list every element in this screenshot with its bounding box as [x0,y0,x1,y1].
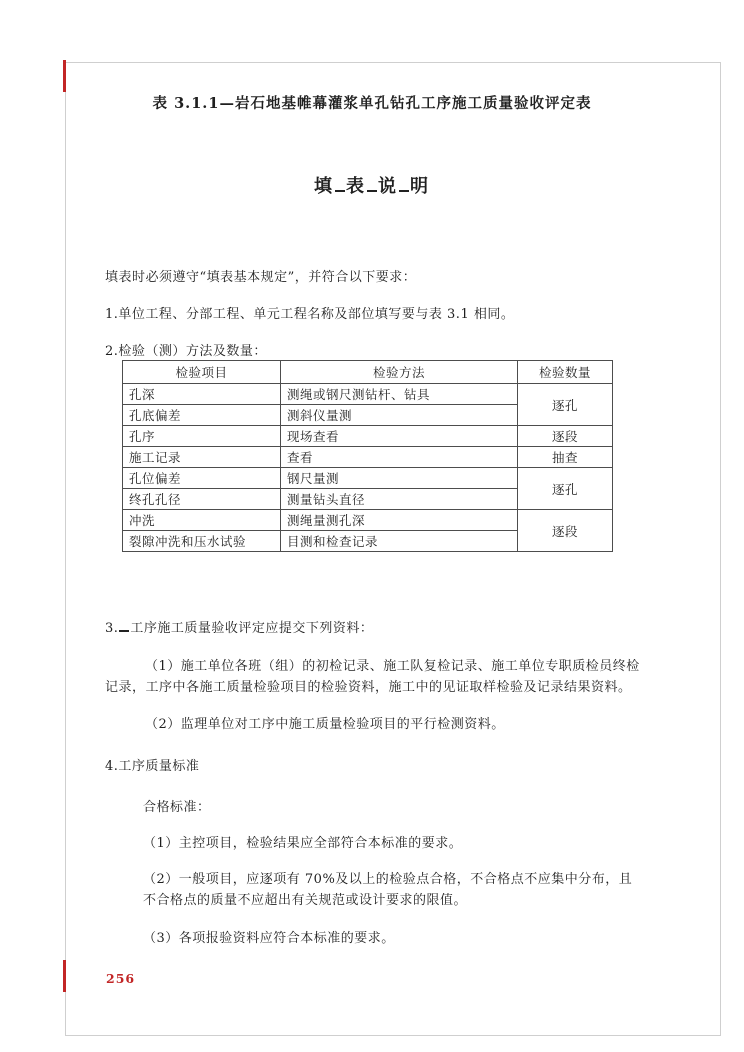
document-title: 表 3.1.1—岩石地基帷幕灌浆单孔钻孔工序施工质量验收评定表 [152,95,592,112]
item-3-number: 3. [105,621,119,636]
subtitle-char: 填 [314,176,334,197]
method-cell: 测斜仪量测 [281,405,518,426]
item-1: 1.单位工程、分部工程、单元工程名称及部位填写要与表 3.1 相同。 [105,307,515,322]
table-row [123,510,613,531]
quantity-cell: 抽查 [518,447,613,468]
quantity-cell: 逐孔 [518,468,613,510]
item-cell: 终孔孔径 [123,489,281,510]
underline-space [119,630,129,632]
page-number: 256 [106,971,136,986]
table-row [123,426,613,447]
header-quantity: 检验数量 [518,361,613,384]
method-cell: 目测和检查记录 [281,531,518,552]
item-3-sub-2: （2）监理单位对工序中施工质量检验项目的平行检测资料。 [145,717,505,732]
table-header-row [123,361,613,384]
underline-space [399,190,409,192]
quantity-cell: 逐段 [518,426,613,447]
revision-bar-top [63,60,66,92]
quantity-cell: 逐段 [518,510,613,552]
item-cell: 孔深 [123,384,281,405]
quantity-cell: 逐孔 [518,384,613,426]
subtitle-char: 表 [346,176,366,197]
item-4-sub-2: （2）一般项目，应逐项有 70%及以上的检验点合格，不合格点不应集中分布，且不合格点的质量不应超出有关规范或设计要求的限值。 [143,872,633,908]
item-4: 4.工序质量标准 [105,759,200,774]
method-cell: 测绳或钢尺测钻杆、钻具 [281,384,518,405]
item-4-sub-3: （3）各项报验资料应符合本标准的要求。 [143,931,395,946]
revision-bar-bottom [63,960,66,992]
inspection-method-table [122,360,613,552]
method-cell: 钢尺量测 [281,468,518,489]
item-3 [105,618,373,639]
method-cell: 测绳量测孔深 [281,510,518,531]
item-2: 2.检验（测）方法及数量： [105,344,267,359]
header-item: 检验项目 [123,361,281,384]
table-row [123,468,613,489]
table-row [123,447,613,468]
header-method: 检验方法 [281,361,518,384]
item-cell: 施工记录 [123,447,281,468]
underline-space [335,190,345,192]
subtitle-char: 说 [378,176,398,197]
qualified-standard-label: 合格标准： [143,800,211,815]
item-cell: 冲洗 [123,510,281,531]
intro-paragraph: 填表时必须遵守“填表基本规定”，并符合以下要求： [105,270,417,285]
item-3-sub-1: （1）施工单位各班（组）的初检记录、施工队复检记录、施工单位专职质检员终检记录，工序中各施工质量检验项目的检验资料，施工中的见证取样检验及记录结果资料。 [105,659,640,695]
item-cell: 孔位偏差 [123,468,281,489]
method-cell: 查看 [281,447,518,468]
table-row [123,384,613,405]
method-cell: 测量钻头直径 [281,489,518,510]
method-cell: 现场查看 [281,426,518,447]
underline-space [367,190,377,192]
item-cell: 孔序 [123,426,281,447]
item-3-text: 工序施工质量验收评定应提交下列资料： [130,621,374,636]
item-cell: 孔底偏差 [123,405,281,426]
item-cell: 裂隙冲洗和压水试验 [123,531,281,552]
subtitle-char: 明 [410,176,430,197]
item-4-sub-1: （1）主控项目，检验结果应全部符合本标准的要求。 [143,836,463,851]
section-heading [0,172,744,198]
